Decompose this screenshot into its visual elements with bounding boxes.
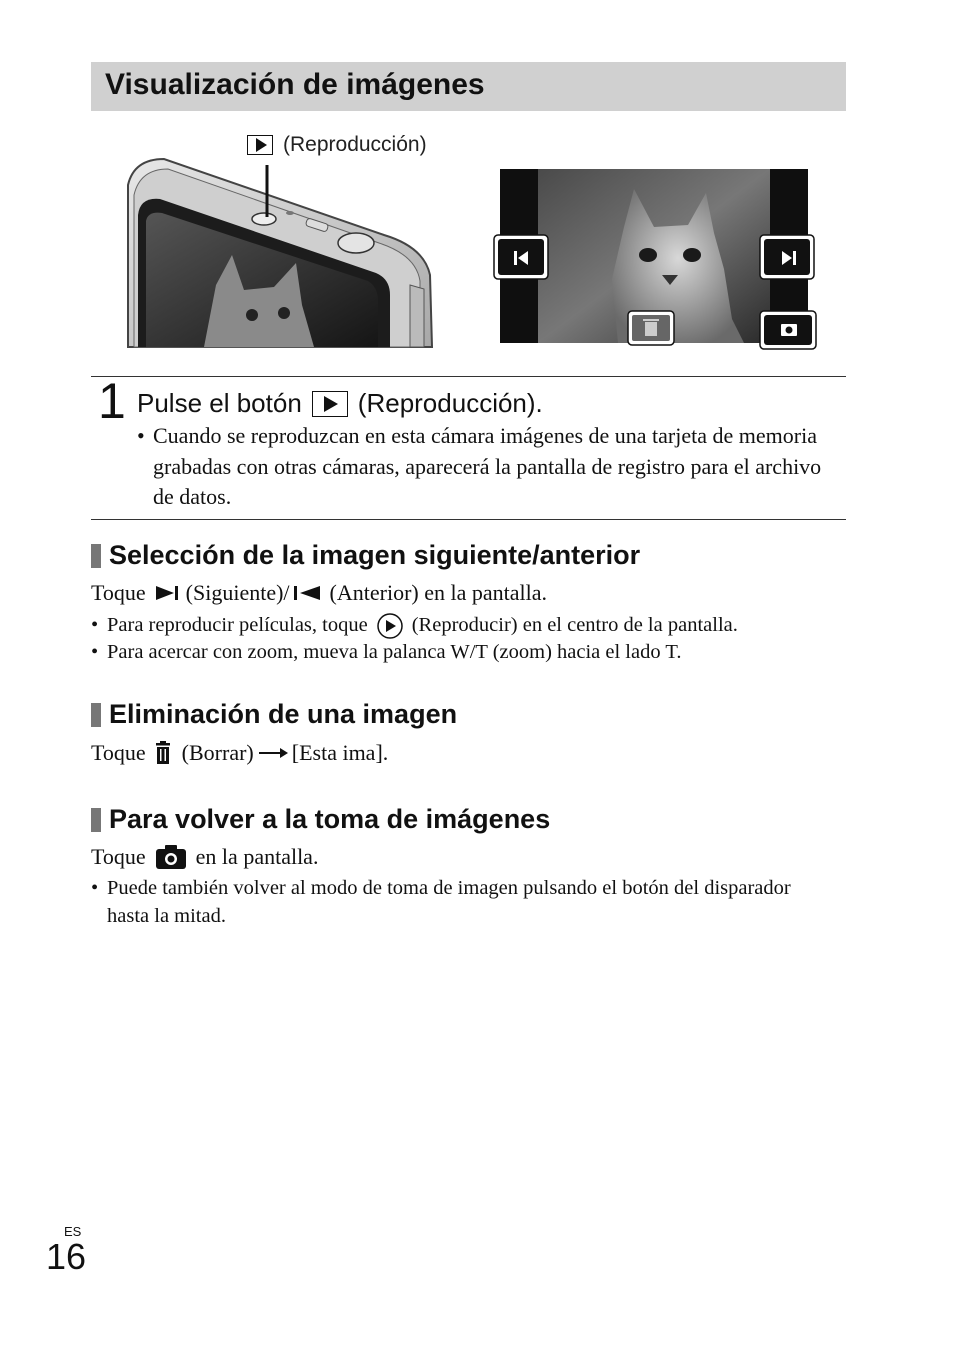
playback-screen-illustration — [492, 169, 820, 353]
step-text-before: Pulse el botón — [137, 388, 302, 418]
play-movie-icon — [368, 611, 412, 639]
section-heading-return: Para volver a la toma de imágenes — [91, 804, 550, 835]
step-number: 1 — [98, 373, 126, 429]
step-note-text: Cuando se reproduzcan en esta cámara imágenes de una tarjeta de memoria grabadas con otras cámaras, aparecerá la pantalla de registro para el archivo de datos. — [153, 423, 822, 509]
page-title: Visualización de imágenes — [105, 68, 485, 101]
next-button[interactable] — [760, 235, 814, 279]
camera-illustration — [124, 155, 436, 349]
next-previous-line: Toque (Siguiente)/ (Anterior) en la pantalla. — [91, 580, 548, 605]
playback-caption — [247, 133, 427, 157]
delete-button[interactable] — [628, 311, 674, 345]
title-bar — [91, 62, 846, 111]
step-text-after: (Reproducción). — [357, 388, 543, 418]
trash-icon — [146, 740, 182, 766]
section-heading-delete: Eliminación de una imagen — [91, 699, 457, 730]
return-line: Toque en la pantalla. — [91, 844, 319, 869]
section-heading-next-previous: Selección de la imagen siguiente/anterior — [91, 540, 640, 571]
camera-mode-button[interactable] — [760, 311, 816, 349]
playback-caption-text: (Reproducción) — [283, 133, 427, 156]
next-icon — [146, 581, 186, 605]
camera-icon — [146, 843, 196, 871]
delete-line: Toque (Borrar) [Esta ima]. — [91, 740, 389, 765]
page-number: 16 — [46, 1236, 87, 1277]
language-code: ES — [64, 1224, 82, 1239]
playback-icon — [247, 135, 273, 155]
playback-icon — [312, 391, 348, 417]
step-note: • Cuando se reproduzcan en esta cámara imágenes de una tarjeta de memoria grabadas con otras cámaras, aparecerá la pantalla de registro para el archivo de datos. — [137, 421, 837, 513]
next-previous-bullet-1: • Para reproducir películas, toque (Reproducir) en el centro de la pantalla. — [91, 611, 831, 639]
divider-bottom — [91, 519, 846, 520]
divider-top — [91, 376, 846, 377]
step-instruction — [137, 388, 543, 419]
arrow-right-icon — [254, 743, 292, 763]
previous-icon — [290, 581, 330, 605]
return-bullet-1: • Puede también volver al modo de toma de imagen pulsando el botón del disparador hasta la mitad. — [91, 877, 791, 927]
next-previous-bullet-2: • Para acercar con zoom, mueva la palanca W/T (zoom) hacia el lado T. — [91, 641, 682, 663]
previous-button[interactable] — [494, 235, 548, 279]
